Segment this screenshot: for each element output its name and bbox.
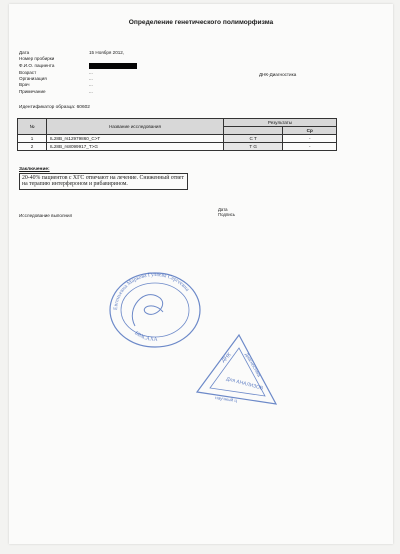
triangle-stamp-top-text: ДНК <box>220 351 233 364</box>
field-label: Номер пробирки <box>19 56 55 62</box>
lab-name: ДНК-Диагностика <box>259 72 297 77</box>
field-label: Врач <box>19 82 30 88</box>
row-result: C T <box>224 135 283 143</box>
field-label: Примечание <box>19 88 46 94</box>
results-table <box>17 118 337 151</box>
header-blank <box>224 127 283 135</box>
row-num: 2 <box>18 143 47 151</box>
table-header-row <box>18 119 337 127</box>
field-label: Дата <box>19 50 30 55</box>
header-name: Название исследования <box>47 119 224 135</box>
patient-fields <box>19 50 209 95</box>
conclusion-label: Заключение: <box>19 167 50 172</box>
field-value: ... <box>89 76 93 82</box>
header-sub: Ср <box>283 127 337 135</box>
round-stamp-ring-text: Евгеньевна Маркова Гуляева Сергеевна <box>112 271 191 311</box>
row-num: 1 <box>18 135 47 143</box>
document-title: Определение генетического полиморфизма <box>128 19 274 26</box>
row-result: T G <box>224 143 283 151</box>
field-label: Возраст <box>19 69 37 75</box>
field-row <box>19 89 209 95</box>
triangle-stamp-bottom-text: научный ц <box>214 395 238 404</box>
round-stamp <box>105 268 205 350</box>
table-row <box>18 143 337 151</box>
field-value: ... <box>89 69 93 75</box>
field-value: 15 Ноября 2012, <box>89 50 125 55</box>
sample-id: Идентификатор образца: 60602 <box>19 105 90 110</box>
document-page <box>9 4 393 544</box>
field-value: ... <box>89 82 93 88</box>
date-sign-block <box>218 207 235 218</box>
signature-label: Подпись <box>218 212 236 218</box>
round-stamp-bottom-text: БРАСАХА <box>133 330 158 343</box>
redaction-bar <box>89 63 137 69</box>
row-name: IL28B_rs12979860_C>T <box>47 135 224 143</box>
row-extra: - <box>283 143 337 151</box>
header-num: № <box>18 119 47 135</box>
triangle-stamp-middle-text: Для АНАЛИЗОВ <box>225 376 264 392</box>
table-row <box>18 135 337 143</box>
header-results: Результаты <box>224 119 337 127</box>
triangle-stamp <box>193 332 279 412</box>
row-extra: - <box>283 135 337 143</box>
field-label: Организация <box>19 76 47 82</box>
row-name: IL28B_rs8099917_T>G <box>47 143 224 151</box>
field-value <box>89 63 209 70</box>
field-label: Ф.И.О. пациента <box>19 62 55 68</box>
triangle-stamp-right-text: Диагностика <box>244 352 262 378</box>
conclusion-text: 20-40% пациентов с ХГС отвечают на лечение. Сниженный ответ на терапию интерфероном и рибавирином. <box>19 173 188 190</box>
svg-text:БРАСАХА <box>133 330 157 342</box>
field-value: ... <box>89 88 93 94</box>
date-label: Дата <box>218 207 228 212</box>
performed-by-label: Исследование выполнил <box>19 213 73 218</box>
field-row <box>19 63 209 70</box>
